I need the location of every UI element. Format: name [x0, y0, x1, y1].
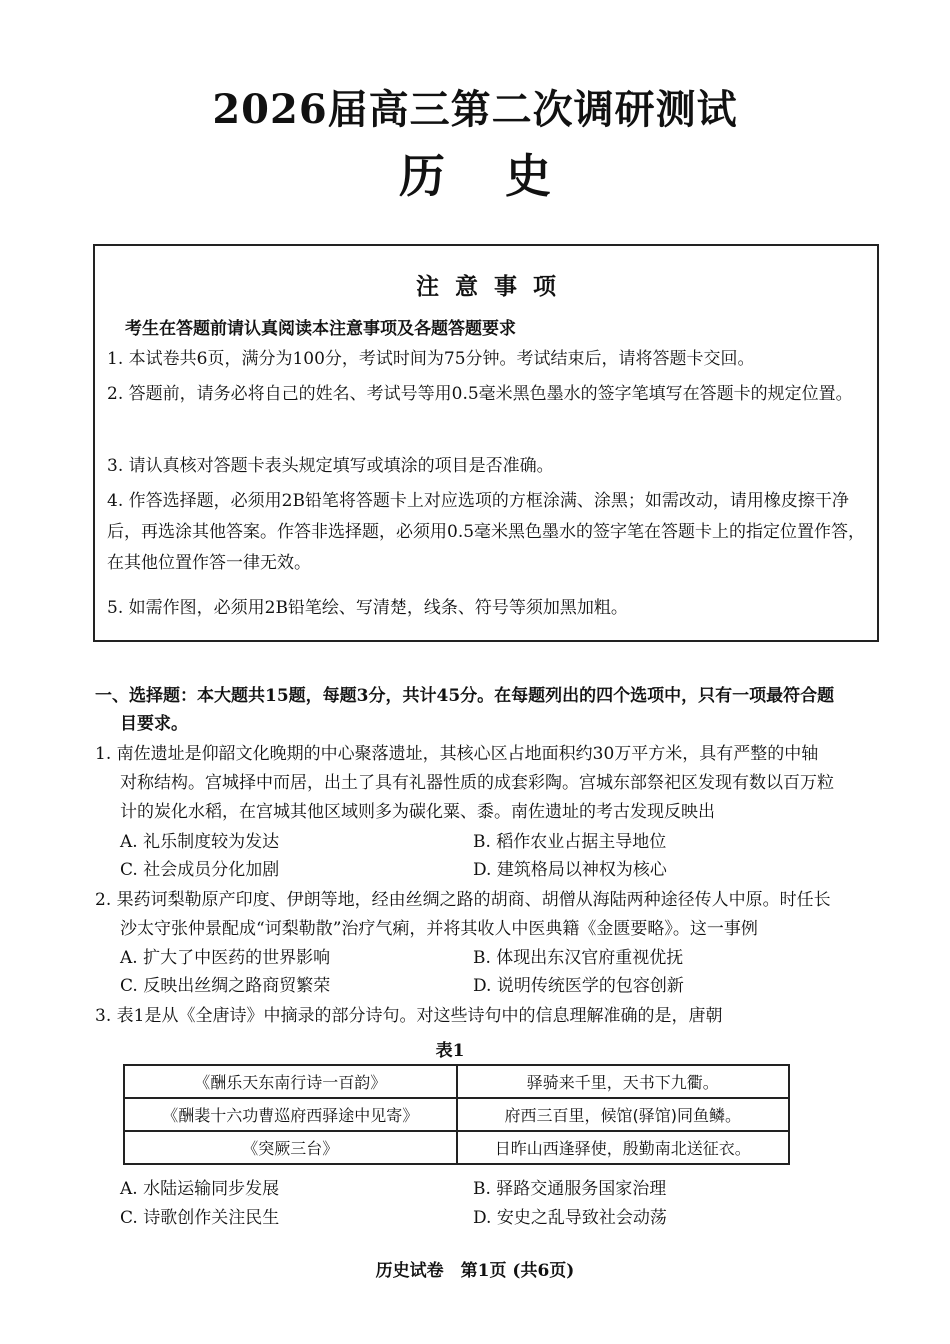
question-1-option-c[interactable]: C. 社会成员分化加剧	[120, 860, 280, 880]
table-cell-verse: 驿骑来千里，天书下九衢。	[457, 1065, 790, 1098]
question-1-option-d[interactable]: D. 建筑格局以神权为核心	[473, 860, 667, 880]
question-1-option-b[interactable]: B. 稻作农业占据主导地位	[473, 832, 667, 852]
question-2-option-a[interactable]: A. 扩大了中医药的世界影响	[120, 948, 331, 968]
question-3-option-d[interactable]: D. 安史之乱导致社会动荡	[473, 1208, 667, 1228]
poem-table	[123, 1064, 790, 1165]
question-2-option-b[interactable]: B. 体现出东汉官府重视优抚	[473, 948, 684, 968]
question-1-line-1: 1. 南佐遗址是仰韶文化晚期的中心聚落遗址，其核心区占地面积约30万平方米，具有严整的中轴	[95, 744, 819, 764]
table-row	[124, 1131, 789, 1164]
question-3-option-c[interactable]: C. 诗歌创作关注民生	[120, 1208, 280, 1228]
section-heading: 一、选择题：本大题共15题，每题3分，共计45分。在每题列出的四个选项中，只有一项最符合题	[95, 686, 835, 706]
notice-title: 注意事项	[416, 273, 572, 300]
question-3-line-1: 3. 表1是从《全唐诗》中摘录的部分诗句。对这些诗句中的信息理解准确的是，唐朝	[95, 1006, 723, 1026]
notice-box	[93, 244, 879, 642]
question-1-option-a[interactable]: A. 礼乐制度较为发达	[120, 832, 280, 852]
notice-item-2: 2. 答题前，请务必将自己的姓名、考试号等用0.5毫米黑色墨水的签字笔填写在答题卡的规定位置。	[107, 384, 853, 404]
table-cell-verse: 府西三百里，候馆(驿馆)同鱼鳞。	[457, 1098, 790, 1131]
section-heading-cont: 目要求。	[120, 714, 188, 734]
question-1-line-2: 对称结构。宫城择中而居，出土了具有礼器性质的成套彩陶。宫城东部祭祀区发现有数以百万粒	[120, 773, 834, 793]
question-1-line-3: 计的炭化水稻，在宫城其他区域则多为碳化粟、黍。南佐遗址的考古发现反映出	[120, 802, 715, 822]
question-2-line-2: 沙太守张仲景配成“诃梨勒散”治疗气痢，并将其收人中医典籍《金匮要略》。这一事例	[120, 919, 758, 939]
subject-title: 历史	[399, 149, 611, 203]
notice-intro: 考生在答题前请认真阅读本注意事项及各题答题要求	[125, 319, 516, 339]
table-cell-source: 《酬裴十六功曹巡府西驿途中见寄》	[124, 1098, 457, 1131]
exam-title: 2026届高三第二次调研测试	[212, 86, 738, 133]
table-cell-source: 《酬乐天东南行诗一百韵》	[124, 1065, 457, 1098]
table-title: 表1	[435, 1041, 465, 1061]
question-3-option-a[interactable]: A. 水陆运输同步发展	[120, 1179, 280, 1199]
table-cell-source: 《突厥三台》	[124, 1131, 457, 1164]
notice-item-3: 3. 请认真核对答题卡表头规定填写或填涂的项目是否准确。	[107, 456, 554, 476]
table-row	[124, 1098, 789, 1131]
table-row	[124, 1065, 789, 1098]
notice-item-1: 1. 本试卷共6页，满分为100分，考试时间为75分钟。考试结束后，请将答题卡交回。	[107, 349, 755, 369]
notice-item-5: 5. 如需作图，必须用2B铅笔绘、写清楚，线条、符号等须加黑加粗。	[107, 598, 628, 618]
question-2-option-c[interactable]: C. 反映出丝绸之路商贸繁荣	[120, 976, 331, 996]
table-cell-verse: 日昨山西逢驿使，殷勤南北送征衣。	[457, 1131, 790, 1164]
question-2-option-d[interactable]: D. 说明传统医学的包容创新	[473, 976, 684, 996]
page-footer: 历史试卷 第1页 (共6页)	[375, 1261, 575, 1281]
question-2-line-1: 2. 果药诃梨勒原产印度、伊朗等地，经由丝绸之路的胡商、胡僧从海陆两种途径传人中原。时任长	[95, 890, 831, 910]
question-3-option-b[interactable]: B. 驿路交通服务国家治理	[473, 1179, 667, 1199]
notice-item-4: 4. 作答选择题，必须用2B铅笔将答题卡上对应选项的方框涂满、涂黑；如需改动，请用橡皮擦干净后，再选涂其他答案。作答非选择题，必须用0.5毫米黑色墨水的签字笔在答题卡上的指定位置作答，在其他位置作答一律无效。	[107, 491, 866, 573]
